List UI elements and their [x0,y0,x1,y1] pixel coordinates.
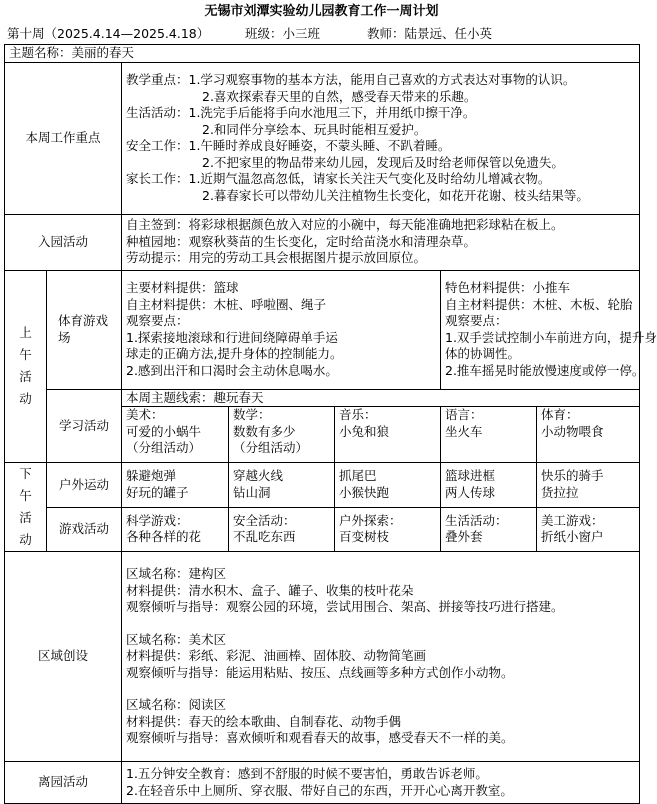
area-guide: 观察倾听与指导：观察公园的环境，尝试用围合、架高、拼接等技巧进行搭建。 [126,599,564,615]
game-cell [229,507,335,552]
area-material: 材料提供：春天的绘本歌曲、自制春花、动物手偶 [126,713,402,729]
game-item: 户外探索： [339,512,402,528]
pe-left-line: 自主材料提供：木桩、呼啦圈、绳子 [126,296,327,312]
study-subject: 体育： [541,407,579,422]
outdoor-cell [441,463,537,508]
study-content: 坐火车 [445,423,483,439]
pe-left-line: 2.感到出汗和口渴时会主动休息喝水。 [126,362,338,378]
page-title: 无锡市刘潭实验幼儿园教育工作一周计划 [204,4,439,19]
areas-label: 区域创设 [5,552,122,762]
study-content: 小动物喂食 [541,423,604,439]
weekly-focus-content [122,62,640,214]
game-item: 科学游戏： [126,512,189,528]
game-cell [441,507,537,552]
study-note: （分组活动） [233,440,309,455]
arrival-line-2: 种植园地：观察秋葵苗的生长变化，定时给苗浇水和清理杂草。 [126,233,477,249]
pe-right [441,270,657,389]
pe-right-line: 2.推车摇晃时能放慢速度或停一停。 [445,362,645,378]
study-cell [537,407,640,463]
area-guide: 观察倾听与指导：能运用粘贴、按压、点线画等多种方式创作小动物。 [126,664,514,680]
parent-work-1: 家长工作：1.近期气温忽高忽低，请家长关注天气变化及时给幼儿增减衣物。 [126,171,551,186]
class-info: 班级：小三班 [245,26,321,41]
safety-work-1: 安全工作：1.午睡时养成良好睡姿，不蒙头睡、不趴着睡。 [126,138,451,153]
study-subject: 语言： [445,407,483,422]
study-note: （分组活动） [126,440,202,455]
outdoor-cell [335,463,441,508]
theme-line: 本周主题线索：趣玩春天 [122,389,640,407]
weekly-focus-label: 本周工作重点 [5,62,122,214]
outdoor-item: 篮球进框 [445,468,496,484]
game-item: 美工游戏： [541,512,604,528]
area-name: 区域名称：阅读区 [126,697,227,713]
parent-work-2: 2.暮春家长可以带幼儿关注植物生长变化，如花开花谢、枝头结果等。 [202,187,589,203]
pe-left-line: 观察要点： [126,313,189,328]
outdoor-item: 货拉拉 [541,484,579,500]
outdoor-cell [537,463,640,508]
week-range: 第十周（2025.4.14—2025.4.18） [7,26,210,41]
departure-content [122,762,640,804]
areas-content [122,552,640,762]
game-cell [335,507,441,552]
game-item: 折纸小窗户 [541,529,604,545]
morning-label [5,270,47,463]
area-guide: 观察倾听与指导：喜欢倾听和观看春天的故事，感受春天不一样的美。 [126,730,514,746]
area-name: 区域名称：建构区 [126,566,227,582]
outdoor-item: 小猴快跑 [339,484,390,500]
outdoor-item: 钻山洞 [233,484,271,500]
game-item: 不乱吃东西 [233,529,296,545]
study-subject: 音乐： [339,407,377,422]
outdoor-item: 穿越火线 [233,468,284,484]
study-subject: 美术： [126,407,164,422]
area-material: 材料提供：清水积木、盒子、罐子、收集的枝叶花朵 [126,582,414,598]
game-item: 安全活动： [233,512,296,528]
pe-right-line: 体的协调性。 [445,346,521,361]
pe-label-text: 体育游戏场 [58,313,109,345]
outdoor-cell [122,463,229,508]
game-item: 生活活动： [445,512,508,528]
study-content: 数数有多少 [233,423,296,439]
study-content: 小兔和狼 [339,423,390,439]
pe-left-line: 主要材料提供：篮球 [126,280,239,295]
outdoor-item: 好玩的罐子 [126,484,189,500]
arrival-line-3: 劳动提示：用完的劳动工具会根据图片提示放回原位。 [126,250,427,266]
game-cell [537,507,640,552]
pe-left-line: 1.探索接地滚球和行进间绕障碍单手运 [126,329,338,345]
outdoor-item: 快乐的骑手 [541,468,604,484]
meta-line [0,24,643,44]
teaching-focus-1: 教学重点：1.学习观察事物的基本方法，能用自己喜欢的方式表达对事物的认识。 [126,72,576,87]
arrival-line-1: 自主签到：将彩球根据颜色放入对应的小碗中，每天能准确地把彩球粘在板上。 [126,217,564,233]
area-material: 材料提供：彩纸、彩泥、油画棒、固体胶、动物简笔画 [126,648,427,664]
theme-name: 主题名称：美丽的春天 [5,45,640,63]
area-name: 区域名称：美术区 [126,631,227,647]
area-spacer [126,681,635,697]
afternoon-label-text: 下午活动 [19,466,32,547]
arrival-label: 入园活动 [5,214,122,270]
pe-right-line: 1.双手尝试控制小车前进方向，提升身 [445,329,657,345]
teaching-focus-2: 2.喜欢探索春天里的自然，感受春天带来的乐趣。 [202,88,477,104]
area-spacer [126,616,635,632]
departure-line-1: 1.五分钟安全教育：感到不舒服的时候不要害怕，勇敢告诉老师。 [126,766,488,781]
study-cell [229,407,335,463]
pe-left [122,270,441,389]
game-item: 各种各样的花 [126,529,202,545]
outdoor-cell [229,463,335,508]
outdoor-label: 户外运动 [47,463,122,508]
weekly-plan-table [4,44,657,804]
outdoor-item: 两人传球 [445,484,496,500]
game-cell [122,507,229,552]
departure-label: 离园活动 [5,762,122,804]
study-cell [335,407,441,463]
life-activity-2: 2.和同伴分享绘本、玩具时能相互爱护。 [202,121,427,137]
study-subject: 数学： [233,407,271,422]
game-label: 游戏活动 [47,507,122,552]
study-cell [441,407,537,463]
study-label: 学习活动 [47,389,122,463]
departure-line-2: 2.在轻音乐中上厕所、穿衣服、带好自己的东西，开开心心离开教室。 [126,782,513,798]
pe-right-line: 观察要点： [445,313,508,328]
arrival-content [122,214,640,270]
pe-right-line: 特色材料提供：小推车 [445,280,571,295]
teachers: 教师：陆景远、任小英 [367,26,493,41]
game-item: 百变树枝 [339,529,390,545]
pe-right-line: 自主材料提供：木桩、木板、轮胎 [445,296,633,312]
pe-left-line: 球走的正确方法,提升身体的控制能力。 [126,346,343,361]
study-content: 可爱的小蜗牛 [126,423,202,439]
morning-label-text: 上午活动 [19,325,32,407]
outdoor-item: 躲避炮弹 [126,468,177,484]
study-cell [122,407,229,463]
life-activity-1: 生活活动：1.洗完手后能将手向水池甩三下，并用纸巾擦干净。 [126,105,476,120]
game-item: 叠外套 [445,529,483,545]
outdoor-item: 抓尾巴 [339,468,377,484]
pe-label [47,270,122,389]
afternoon-label [5,463,47,552]
safety-work-2: 2.不把家里的物品带来幼儿园，发现后及时给老师保管以免遗失。 [202,154,564,170]
